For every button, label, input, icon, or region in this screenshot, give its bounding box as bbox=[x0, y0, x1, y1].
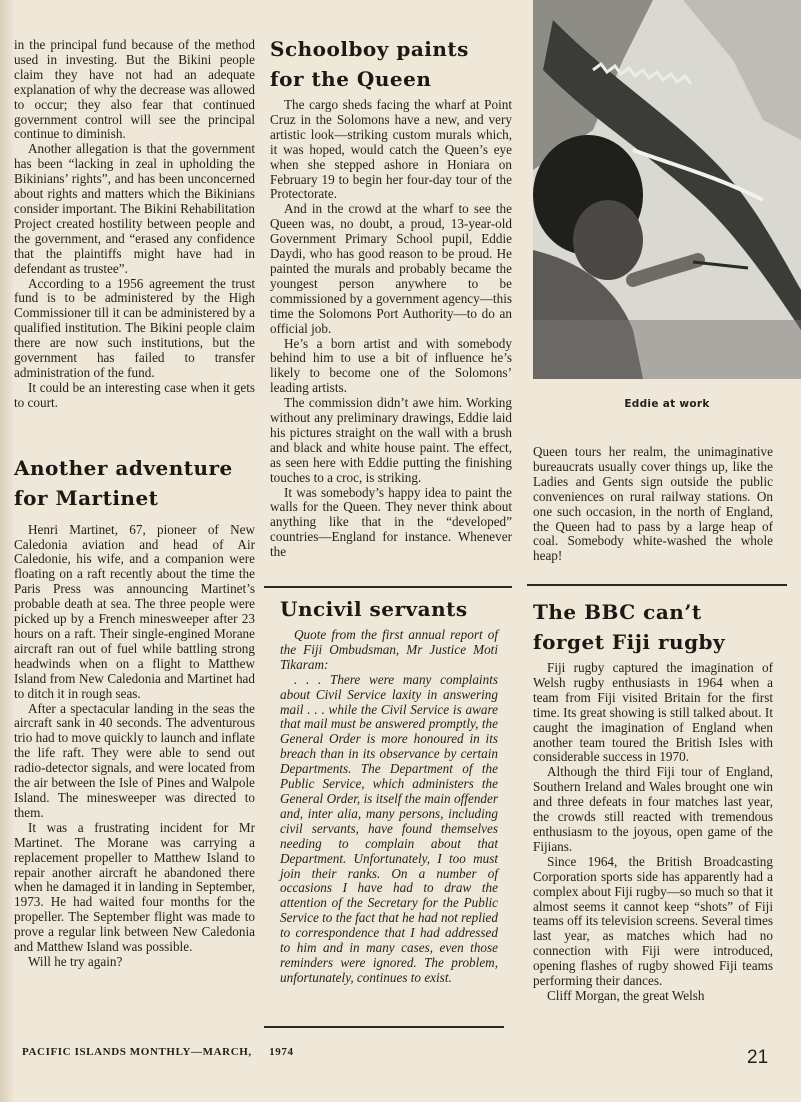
page-number: 21 bbox=[747, 1047, 769, 1068]
headline-line-1: Another adventure bbox=[14, 455, 233, 480]
headline-line-2: for Martinet bbox=[14, 485, 159, 510]
headline-line-2: forget Fiji rugby bbox=[533, 630, 726, 654]
photo-caption: Eddie at work bbox=[624, 398, 710, 410]
mural-photo-image bbox=[533, 0, 801, 379]
journal-footer bbox=[22, 1046, 294, 1058]
paragraph: Another allegation is that the government has been “lacking in zeal in upholding the Bikinians’ rights”, and has been unconcerned about rights and matters which the Bikinians consider important. The Bikini Rehabilitation Project created hostility between people and the government, and “erased any confidence that the plaintiffs might have had in defendant as trustee”. bbox=[14, 141, 255, 276]
uncivil-section bbox=[280, 594, 498, 986]
paragraph: Queen tours her realm, the unimaginative bureaucrats usually cover things up, like the Ladies and Gents sign outside the public conveniences on rural railway stations. On one such occasion, in the north of England, the Queen had to pass by a large heap of coal. Somebody white-washed the whole heap! bbox=[533, 444, 773, 564]
column-1 bbox=[14, 38, 255, 970]
column-3 bbox=[533, 445, 773, 564]
uncivil-headline: Uncivil servants bbox=[280, 597, 468, 621]
column-2-divider-top bbox=[264, 586, 512, 588]
journal-name: PACIFIC ISLANDS MONTHLY—MARCH, bbox=[22, 1046, 252, 1058]
paragraph: Will he try again? bbox=[28, 953, 123, 969]
column-3-divider bbox=[527, 584, 787, 586]
paragraph: Quote from the first annual report of the Fiji Ombudsman, Mr Justice Moti Tikaram: bbox=[280, 627, 498, 672]
paragraph: Although the third Fiji tour of England, Southern Ireland and Wales brought one win and three defeats in four matches last year, the crowds still reacted with tremendous enthusiasm to the joyous, open game of the Fijians. bbox=[533, 764, 773, 854]
paragraph: And in the crowd at the wharf to see the Queen was, no doubt, a proud, 13-year-old Government Primary School pupil, Eddie Daydi, who has good reason to be proud. He painted the murals and probably became the youngest person anywhere to be commissioned by a government agency—this time the Solomons Port Authority—to do an official job. bbox=[270, 201, 512, 336]
column-2 bbox=[270, 34, 512, 560]
paragraph: He’s a born artist and with somebody behind him to use a bit of influence he’s likely to become one of the Solomons’ leading artists. bbox=[270, 335, 512, 396]
paragraph: The commission didn’t awe him. Working without any preliminary drawings, Eddie laid his pictures straight on the wall with a brush and black and white house paint. The effect, as seen here with Eddie putting the finishing touches to a croc, is striking. bbox=[270, 395, 512, 485]
paragraph: It was somebody’s happy idea to paint the walls for the Queen. They never think about anything like that in the “developed” countries—England for instance. Whenever the bbox=[270, 484, 512, 560]
paragraph: . . . There were many complaints about Civil Service laxity in answering mail . . . while the Civil Service is aware that mail must be answered promptly, the General Order is more honoured in its breach than in its observance by certain Departments. The Department of the Public Service, which administers the General Order, is itself the main offender and, inter alia, many persons, including civil servants, have found themselves needing to complain about that Department. Unfortunately, I too must join their ranks. On a number of occasions I have had to draw the attention of the Secretary for the Public Service to the fact that he had not replied to correspondence that I had addressed to him and in many cases, even those reminders were ignored. The problem, unfortunately, continues to exist. bbox=[280, 671, 498, 985]
martinet-headline bbox=[14, 453, 255, 513]
paragraph: Henri Martinet, 67, pioneer of New Caledonia aviation and head of Air Caledonie, his wife, and a companion were floating on a raft recently about the time the Paris Press was announcing Martinet’s probable death at sea. The three people were picked up by a French minesweeper after 23 hours on a raft. Their single-engined Morane aircraft ran out of fuel while battling strong headwinds when on a flight to Matthew Island from New Caledonia and Martinet had to ditch it in rough seas. bbox=[14, 521, 255, 701]
headline-line-2: for the Queen bbox=[270, 67, 432, 91]
bbc-headline bbox=[533, 597, 773, 657]
column-2-divider-bottom bbox=[264, 1026, 504, 1028]
headline-line-1: Schoolboy paints bbox=[270, 37, 469, 61]
bikini-article-continued bbox=[14, 38, 255, 411]
photo-eddie-at-work bbox=[533, 0, 801, 379]
headline-line-1: The BBC can’t bbox=[533, 600, 702, 624]
schoolboy-article bbox=[270, 98, 512, 560]
paragraph: in the principal fund because of the method used in investing. But the Bikini people claim they have not had an adequate explanation of why the decrease was allowed to occur; they also fear that continued government control will see the principal continue to diminish. bbox=[14, 37, 255, 142]
martinet-article bbox=[14, 523, 255, 970]
paragraph: Since 1964, the British Broadcasting Corporation sports side has apparently had a complex about Fiji rugby—so much so that it almost seems it cannot keep “shots” of Fiji teams off its television screens. Several times last year, as matches which had no connection with Fiji were introduced, opening flashes of rugby showed Fiji teams performing their dances. bbox=[533, 853, 773, 989]
paragraph: It was a frustrating incident for Mr Martinet. The Morane was carrying a replacement propeller to Matthew Island to repair another aircraft he abandoned there when he damaged it in landing in September, 1973. He had waited four months for the propeller. The September flight was made to prove a regular link between New Caledonia and Matthew Island was possible. bbox=[14, 819, 255, 955]
paragraph: Cliff Morgan, the great Welsh bbox=[547, 987, 705, 1003]
page-gutter-shadow bbox=[0, 0, 14, 1102]
journal-year: 1974 bbox=[269, 1046, 294, 1058]
paragraph: It could be an interesting case when it gets to court. bbox=[14, 379, 255, 410]
schoolboy-headline bbox=[270, 34, 512, 94]
paragraph: The cargo sheds facing the wharf at Point Cruz in the Solomons have a new, and very artistic look—striking custom murals which, it was hoped, would catch the Queen’s eye when she stepped ashore in Honiara on February 19 to begin her four-day tour of the Protectorate. bbox=[270, 97, 512, 202]
paragraph: According to a 1956 agreement the trust fund is to be administered by the High Commissioner till it can be administered by a qualified institution. The Bikini people claim there are now such institutions, but the government has failed to transfer administration of the fund. bbox=[14, 275, 255, 380]
paragraph: After a spectacular landing in the seas the aircraft sank in 40 seconds. The adventurous trio had to move quickly to launch and inflate the life raft. They were able to send out radio-detector signals, and were located from the air between the Isle of Pines and Walpole Island. The minesweeper was directed to them. bbox=[14, 700, 255, 820]
paragraph: Fiji rugby captured the imagination of Welsh rugby enthusiasts in 1964 when a team from Fiji visited Britain for the first time. Its great showing is still talked about. It caught the imagination of England when another team toured the British Isles with considerable success in 1970. bbox=[533, 660, 773, 765]
bbc-section bbox=[533, 597, 773, 1004]
